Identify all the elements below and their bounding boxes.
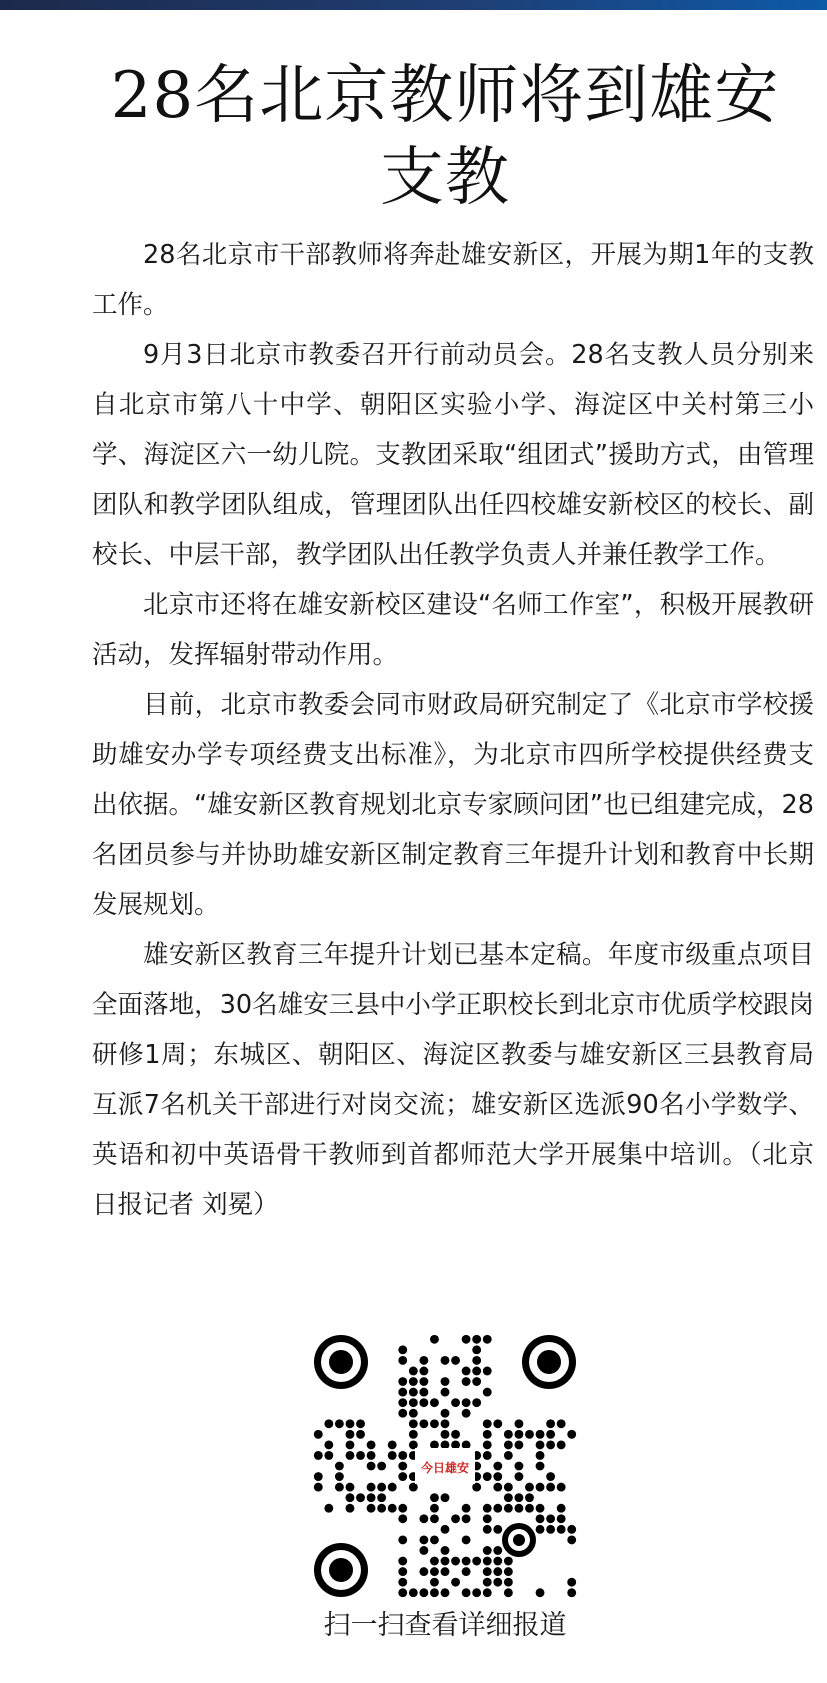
qr-dot [419, 1588, 428, 1597]
qr-dot [335, 1483, 344, 1492]
qr-dot [483, 1588, 492, 1597]
qr-dot [398, 1451, 407, 1460]
qr-dot [472, 1483, 481, 1492]
qr-dot [514, 1472, 523, 1481]
qr-dot [346, 1419, 355, 1428]
qr-dot [430, 1398, 439, 1407]
qr-dot [409, 1388, 418, 1397]
qr-dot [472, 1335, 481, 1344]
article-paragraph-4: 目前，北京市教委会同市财政局研究制定了《北京市学校援助雄安办学专项经费支出标准》，为北京市四所学校提供经费支出依据。“雄安新区教育规划北京专家顾问团”也已组建完成，28名团员参与并协助雄安新区制定教育三年提升计划和教育中长期发展规划。 [92, 690, 814, 920]
qr-dot [430, 1335, 439, 1344]
qr-dot [356, 1493, 365, 1502]
qr-dot [335, 1462, 344, 1471]
qr-dot [430, 1514, 439, 1523]
qr-dot [525, 1483, 534, 1492]
qr-finder-bottom-left-icon [314, 1543, 368, 1597]
qr-dot [356, 1451, 365, 1460]
qr-dot [493, 1472, 502, 1481]
qr-dot [567, 1588, 576, 1597]
qr-dot [430, 1567, 439, 1576]
qr-dot [483, 1525, 492, 1534]
qr-dot [398, 1409, 407, 1418]
qr-dot [483, 1514, 492, 1523]
qr-dot [441, 1356, 450, 1365]
qr-dot [462, 1335, 471, 1344]
qr-dot [451, 1514, 460, 1523]
qr-dot [419, 1398, 428, 1407]
qr-dot [493, 1462, 502, 1471]
qr-dot [536, 1514, 545, 1523]
qr-dot [462, 1557, 471, 1566]
qr-dot [346, 1430, 355, 1439]
qr-dot [314, 1451, 323, 1460]
qr-dot [483, 1546, 492, 1555]
qr-dot [346, 1440, 355, 1449]
qr-dot [536, 1525, 545, 1534]
qr-dot [441, 1377, 450, 1386]
qr-dot [546, 1472, 555, 1481]
qr-dot [514, 1440, 523, 1449]
qr-dot [536, 1588, 545, 1597]
qr-dot [567, 1535, 576, 1544]
qr-dot [567, 1578, 576, 1587]
qr-dot [409, 1398, 418, 1407]
qr-dot [525, 1430, 534, 1439]
article-paragraph-2: 9月3日北京市教委召开行前动员会。28名支教人员分别来自北京市第八十中学、朝阳区实验小学、海淀区中关村第三小学、海淀区六一幼儿院。支教团采取“组团式”援助方式，由管理团队和教学团队组成，管理团队出任四校雄安新校区的校长、副校长、中层干部，教学团队出任教学负责人并兼任教学工作。 [92, 340, 814, 570]
qr-dot [504, 1588, 513, 1597]
article-body [92, 230, 814, 1230]
qr-dot [514, 1419, 523, 1428]
qr-dot [430, 1504, 439, 1513]
qr-dot [472, 1398, 481, 1407]
qr-dot [483, 1567, 492, 1576]
qr-dot [324, 1504, 333, 1513]
qr-dot [346, 1493, 355, 1502]
qr-dot [493, 1557, 502, 1566]
qr-dot [472, 1356, 481, 1365]
qr-dot [419, 1367, 428, 1376]
qr-dot [462, 1588, 471, 1597]
qr-dot [451, 1557, 460, 1566]
qr-dot [514, 1430, 523, 1439]
qr-dot [441, 1409, 450, 1418]
qr-dot [462, 1440, 471, 1449]
qr-dot [388, 1504, 397, 1513]
qr-dot [324, 1419, 333, 1428]
top-accent-bar [0, 0, 827, 10]
qr-dot [346, 1483, 355, 1492]
qr-dot [493, 1419, 502, 1428]
qr-dot [546, 1514, 555, 1523]
qr-dot [483, 1367, 492, 1376]
qr-dot [398, 1588, 407, 1597]
qr-dot [398, 1567, 407, 1576]
qr-logo [415, 1448, 475, 1484]
qr-dot [493, 1483, 502, 1492]
qr-dot [335, 1419, 344, 1428]
qr-dot [398, 1535, 407, 1544]
qr-dot [398, 1345, 407, 1354]
qr-dot [504, 1493, 513, 1502]
qr-dot [430, 1440, 439, 1449]
qr-dot [483, 1557, 492, 1566]
qr-dot [536, 1430, 545, 1439]
qr-dot [546, 1419, 555, 1428]
qr-dot [557, 1525, 566, 1534]
qr-dot [367, 1504, 376, 1513]
qr-dot [419, 1356, 428, 1365]
qr-dot [504, 1557, 513, 1566]
qr-dot [314, 1430, 323, 1439]
qr-dot [462, 1398, 471, 1407]
qr-dot [419, 1388, 428, 1397]
qr-dot [514, 1462, 523, 1471]
qr-dot [398, 1514, 407, 1523]
qr-dot [546, 1440, 555, 1449]
qr-dot [409, 1440, 418, 1449]
qr-dot [324, 1440, 333, 1449]
qr-dot [514, 1504, 523, 1513]
qr-dot [388, 1440, 397, 1449]
qr-dot [346, 1504, 355, 1513]
qr-dot [441, 1567, 450, 1576]
qr-dot [493, 1525, 502, 1534]
qr-dot [398, 1504, 407, 1513]
qr-dot [377, 1462, 386, 1471]
qr-code[interactable] [313, 1334, 577, 1598]
qr-dot [504, 1567, 513, 1576]
qr-dot [504, 1430, 513, 1439]
qr-dot [483, 1419, 492, 1428]
qr-dot [462, 1567, 471, 1576]
qr-dot [472, 1345, 481, 1354]
qr-dot [504, 1504, 513, 1513]
qr-dot [536, 1504, 545, 1513]
qr-dot [514, 1493, 523, 1502]
qr-dot [419, 1567, 428, 1576]
qr-dot [430, 1578, 439, 1587]
qr-dot [398, 1356, 407, 1365]
qr-dot [441, 1440, 450, 1449]
qr-dot [409, 1588, 418, 1597]
article-paragraph-5: 雄安新区教育三年提升计划已基本定稿。年度市级重点项目全面落地，30名雄安三县中小学正职校长到北京市优质学校跟岗研修1周；东城区、朝阳区、海淀区教委与雄安新区三县教育局互派7名机关干部进行对岗交流；雄安新区选派90名小学数学、英语和初中英语骨干教师到首都师范大学开展集中培训。（北京日报记者 刘冕） [92, 940, 814, 1220]
qr-dot [525, 1504, 534, 1513]
qr-dot [472, 1588, 481, 1597]
qr-dot [451, 1356, 460, 1365]
qr-dot [377, 1483, 386, 1492]
qr-dot [356, 1419, 365, 1428]
qr-dot [462, 1409, 471, 1418]
qr-dot [557, 1419, 566, 1428]
qr-dot [557, 1440, 566, 1449]
qr-dot [451, 1398, 460, 1407]
qr-dot [546, 1525, 555, 1534]
qr-finder-top-left-icon [314, 1335, 368, 1389]
qr-dot [314, 1483, 323, 1492]
qr-dot [367, 1440, 376, 1449]
qr-dot [472, 1377, 481, 1386]
qr-dot [441, 1546, 450, 1555]
qr-dot [504, 1483, 513, 1492]
qr-alignment-icon [502, 1523, 536, 1557]
qr-dot [462, 1504, 471, 1513]
qr-dot [398, 1388, 407, 1397]
qr-dot [377, 1504, 386, 1513]
qr-dot [493, 1578, 502, 1587]
qr-dot [504, 1578, 513, 1587]
qr-dot [493, 1546, 502, 1555]
qr-dot [409, 1377, 418, 1386]
qr-logo-text: 今日雄安 [420, 1461, 470, 1475]
qr-dot [346, 1451, 355, 1460]
qr-dot [441, 1430, 450, 1439]
qr-dot [472, 1557, 481, 1566]
article-paragraph-3: 北京市还将在雄安新校区建设“名师工作室”，积极开展教研活动，发挥辐射带动作用。 [92, 590, 814, 670]
qr-dot [377, 1493, 386, 1502]
article-title: 28名北京教师将到雄安支教 [110, 59, 780, 215]
qr-dot [324, 1451, 333, 1460]
qr-dot [493, 1567, 502, 1576]
qr-dot [451, 1578, 460, 1587]
qr-caption: 扫一扫查看详细报道 [323, 1610, 567, 1641]
qr-dot [483, 1440, 492, 1449]
qr-dot [430, 1493, 439, 1502]
qr-finder-top-right-icon [522, 1335, 576, 1389]
qr-dot [314, 1472, 323, 1481]
qr-dot [398, 1578, 407, 1587]
qr-dot [398, 1462, 407, 1471]
qr-dot [419, 1419, 428, 1428]
qr-dot [441, 1525, 450, 1534]
qr-dot [367, 1483, 376, 1492]
qr-dot [546, 1483, 555, 1492]
qr-dot [536, 1440, 545, 1449]
qr-dot [398, 1398, 407, 1407]
qr-dot [419, 1546, 428, 1555]
qr-dot [462, 1535, 471, 1544]
qr-dot [483, 1451, 492, 1460]
qr-dot [557, 1483, 566, 1492]
qr-dot [567, 1525, 576, 1534]
qr-dot [430, 1419, 439, 1428]
article-paragraph-1: 28名北京市干部教师将奔赴雄安新区，开展为期1年的支教工作。 [92, 240, 814, 320]
qr-dot [536, 1483, 545, 1492]
qr-dot [546, 1430, 555, 1439]
qr-dot [483, 1388, 492, 1397]
qr-dot [536, 1451, 545, 1460]
qr-dot [409, 1419, 418, 1428]
qr-dot [367, 1462, 376, 1471]
qr-dot [409, 1430, 418, 1439]
qr-dot [462, 1514, 471, 1523]
qr-dot [451, 1440, 460, 1449]
qr-dot [388, 1483, 397, 1492]
qr-dot [462, 1377, 471, 1386]
qr-dot [557, 1504, 566, 1513]
qr-dot [430, 1588, 439, 1597]
qr-dot [504, 1451, 513, 1460]
qr-code-block [313, 1334, 577, 1641]
qr-dot [441, 1493, 450, 1502]
qr-dot [398, 1377, 407, 1386]
qr-dot [419, 1377, 428, 1386]
qr-dot [441, 1419, 450, 1428]
qr-dot [398, 1472, 407, 1481]
qr-dot [483, 1578, 492, 1587]
qr-dot [451, 1430, 460, 1439]
qr-dot [441, 1388, 450, 1397]
qr-dot [567, 1430, 576, 1439]
qr-dot [388, 1451, 397, 1460]
qr-dot [441, 1557, 450, 1566]
qr-dot [356, 1430, 365, 1439]
qr-dot [430, 1557, 439, 1566]
qr-dot [536, 1462, 545, 1471]
qr-dot [483, 1430, 492, 1439]
qr-dot [335, 1472, 344, 1481]
qr-dot [483, 1472, 492, 1481]
qr-dot [441, 1588, 450, 1597]
qr-dot [398, 1557, 407, 1566]
qr-dot [409, 1483, 418, 1492]
qr-dot [430, 1535, 439, 1544]
qr-dot [462, 1367, 471, 1376]
qr-dot [419, 1535, 428, 1544]
qr-dot [483, 1335, 492, 1344]
qr-dot [409, 1367, 418, 1376]
qr-dot [409, 1409, 418, 1418]
qr-dot [504, 1440, 513, 1449]
qr-dot [419, 1514, 428, 1523]
qr-dot [557, 1514, 566, 1523]
qr-dot [483, 1504, 492, 1513]
qr-dot [472, 1367, 481, 1376]
qr-dot [367, 1451, 376, 1460]
qr-dot [525, 1493, 534, 1502]
qr-dot [493, 1504, 502, 1513]
qr-dot [367, 1493, 376, 1502]
